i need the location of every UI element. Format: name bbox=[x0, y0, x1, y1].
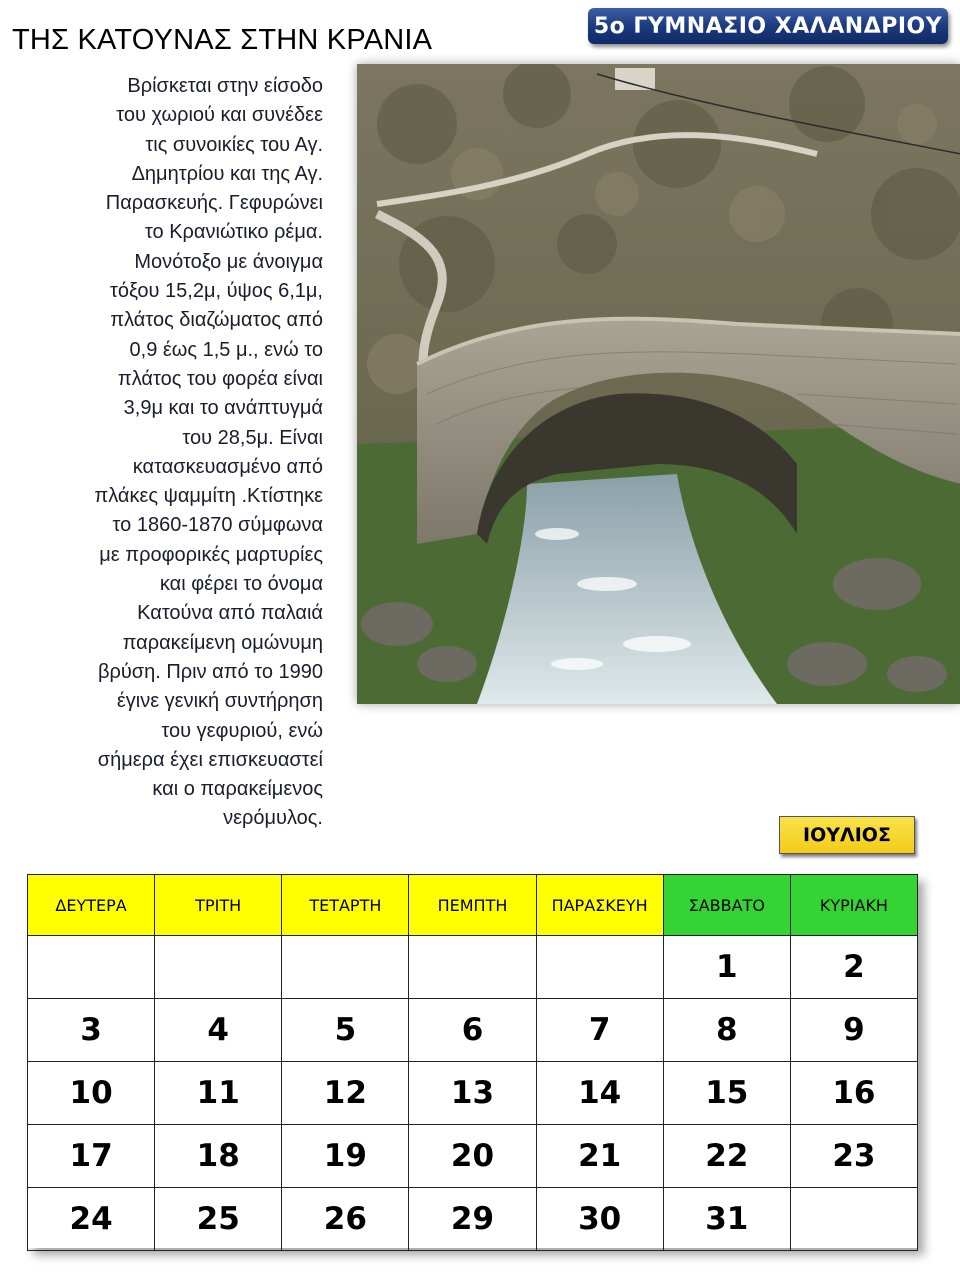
day-cell: 11 bbox=[155, 1062, 282, 1125]
calendar-week-row bbox=[28, 936, 918, 999]
description-text bbox=[20, 72, 323, 834]
description-line: το Κρανιώτικο ρέμα. bbox=[144, 221, 323, 244]
day-cell: 18 bbox=[155, 1125, 282, 1188]
description-line: του γεφυριού, ενώ bbox=[161, 719, 323, 742]
day-cell: 30 bbox=[536, 1188, 663, 1251]
day-cell: 4 bbox=[155, 999, 282, 1062]
description-line: σήμερα έχει επισκευαστεί bbox=[97, 748, 323, 771]
day-cell bbox=[28, 936, 155, 999]
day-cell: 7 bbox=[536, 999, 663, 1062]
description-line: 0,9 έως 1,5 μ., ενώ το bbox=[129, 338, 323, 361]
bridge-photo-illustration bbox=[357, 64, 960, 704]
day-cell: 14 bbox=[536, 1062, 663, 1125]
description-line: κατασκευασμένο από bbox=[132, 455, 323, 478]
day-cell: 24 bbox=[28, 1188, 155, 1251]
day-cell: 25 bbox=[155, 1188, 282, 1251]
description-line: νερόμυλος. bbox=[223, 807, 323, 830]
description-line: 3,9μ και το ανάπτυγμά bbox=[123, 397, 323, 420]
description-line: τις συνοικίες του Αγ. bbox=[145, 133, 323, 156]
description-line: του χωριού και συνέδεε bbox=[116, 104, 323, 127]
description-line: του 28,5μ. Είναι bbox=[182, 426, 323, 449]
weekend-header: ΣΑΒΒΑΤΟ bbox=[663, 875, 790, 936]
description-line: Βρίσκεται στην είσοδο bbox=[127, 75, 323, 97]
description-line: πλάτος διαζώματος από bbox=[110, 309, 323, 332]
page-title: ΤΗΣ ΚΑΤΟΥΝΑΣ ΣΤΗΝ ΚΡΑΝΙΑ bbox=[12, 24, 433, 56]
weekday-header: ΤΡΙΤΗ bbox=[155, 875, 282, 936]
day-cell: 29 bbox=[409, 1188, 536, 1251]
bridge-photo bbox=[357, 64, 960, 704]
day-cell: 8 bbox=[663, 999, 790, 1062]
weekday-header: ΤΕΤΑΡΤΗ bbox=[282, 875, 409, 936]
calendar-table bbox=[27, 874, 918, 1251]
description-line: Παρασκευής. Γεφυρώνει bbox=[105, 192, 323, 215]
description-line: πλάτος του φορέα είναι bbox=[117, 367, 323, 390]
day-cell bbox=[155, 936, 282, 999]
calendar-week-row bbox=[28, 1125, 918, 1188]
day-cell: 2 bbox=[790, 936, 917, 999]
day-cell bbox=[282, 936, 409, 999]
description-line: με προφορικές μαρτυρίες bbox=[99, 543, 323, 566]
day-cell: 21 bbox=[536, 1125, 663, 1188]
description-line: πλάκες ψαμμίτη .Κτίστηκε bbox=[94, 485, 323, 508]
day-cell bbox=[409, 936, 536, 999]
description-line: βρύση. Πριν από το 1990 bbox=[97, 660, 323, 683]
weekend-header: ΚΥΡΙΑΚΗ bbox=[790, 875, 917, 936]
day-cell: 23 bbox=[790, 1125, 917, 1188]
day-cell: 31 bbox=[663, 1188, 790, 1251]
month-badge: ΙΟΥΛΙΟΣ bbox=[779, 816, 915, 854]
day-cell: 22 bbox=[663, 1125, 790, 1188]
day-cell: 15 bbox=[663, 1062, 790, 1125]
day-cell bbox=[536, 936, 663, 999]
day-cell: 5 bbox=[282, 999, 409, 1062]
day-cell: 17 bbox=[28, 1125, 155, 1188]
description-line: τόξου 15,2μ, ύψος 6,1μ, bbox=[109, 280, 323, 303]
school-badge: 5ο ΓΥΜΝΑΣΙΟ ΧΑΛΑΝΔΡΙΟΥ bbox=[588, 8, 948, 44]
day-cell: 3 bbox=[28, 999, 155, 1062]
day-cell: 19 bbox=[282, 1125, 409, 1188]
day-cell: 9 bbox=[790, 999, 917, 1062]
day-cell bbox=[790, 1188, 917, 1251]
calendar-header-row bbox=[28, 875, 918, 936]
description-line: το 1860-1870 σύμφωνα bbox=[112, 514, 323, 537]
description-line: έγινε γενική συντήρηση bbox=[116, 690, 323, 713]
calendar-week-row bbox=[28, 1188, 918, 1251]
day-cell: 16 bbox=[790, 1062, 917, 1125]
description-line: και φέρει το όνομα bbox=[159, 573, 323, 596]
calendar-week-row bbox=[28, 999, 918, 1062]
weekday-header: ΠΑΡΑΣΚΕΥΗ bbox=[536, 875, 663, 936]
day-cell: 20 bbox=[409, 1125, 536, 1188]
calendar-week-row bbox=[28, 1062, 918, 1125]
day-cell: 13 bbox=[409, 1062, 536, 1125]
description-line: Μονότοξο με άνοιγμα bbox=[134, 250, 323, 273]
description-line: Δημητρίου και της Αγ. bbox=[131, 162, 323, 185]
weekday-header: ΠΕΜΠΤΗ bbox=[409, 875, 536, 936]
description-line: παρακείμενη ομώνυμη bbox=[122, 631, 323, 654]
day-cell: 6 bbox=[409, 999, 536, 1062]
day-cell: 1 bbox=[663, 936, 790, 999]
day-cell: 26 bbox=[282, 1188, 409, 1251]
weekday-header: ΔΕΥΤΕΡΑ bbox=[28, 875, 155, 936]
day-cell: 12 bbox=[282, 1062, 409, 1125]
day-cell: 10 bbox=[28, 1062, 155, 1125]
description-line: και ο παρακείμενος bbox=[152, 778, 323, 801]
calendar bbox=[27, 874, 918, 1248]
description-line: Κατούνα από παλαιά bbox=[137, 602, 323, 625]
